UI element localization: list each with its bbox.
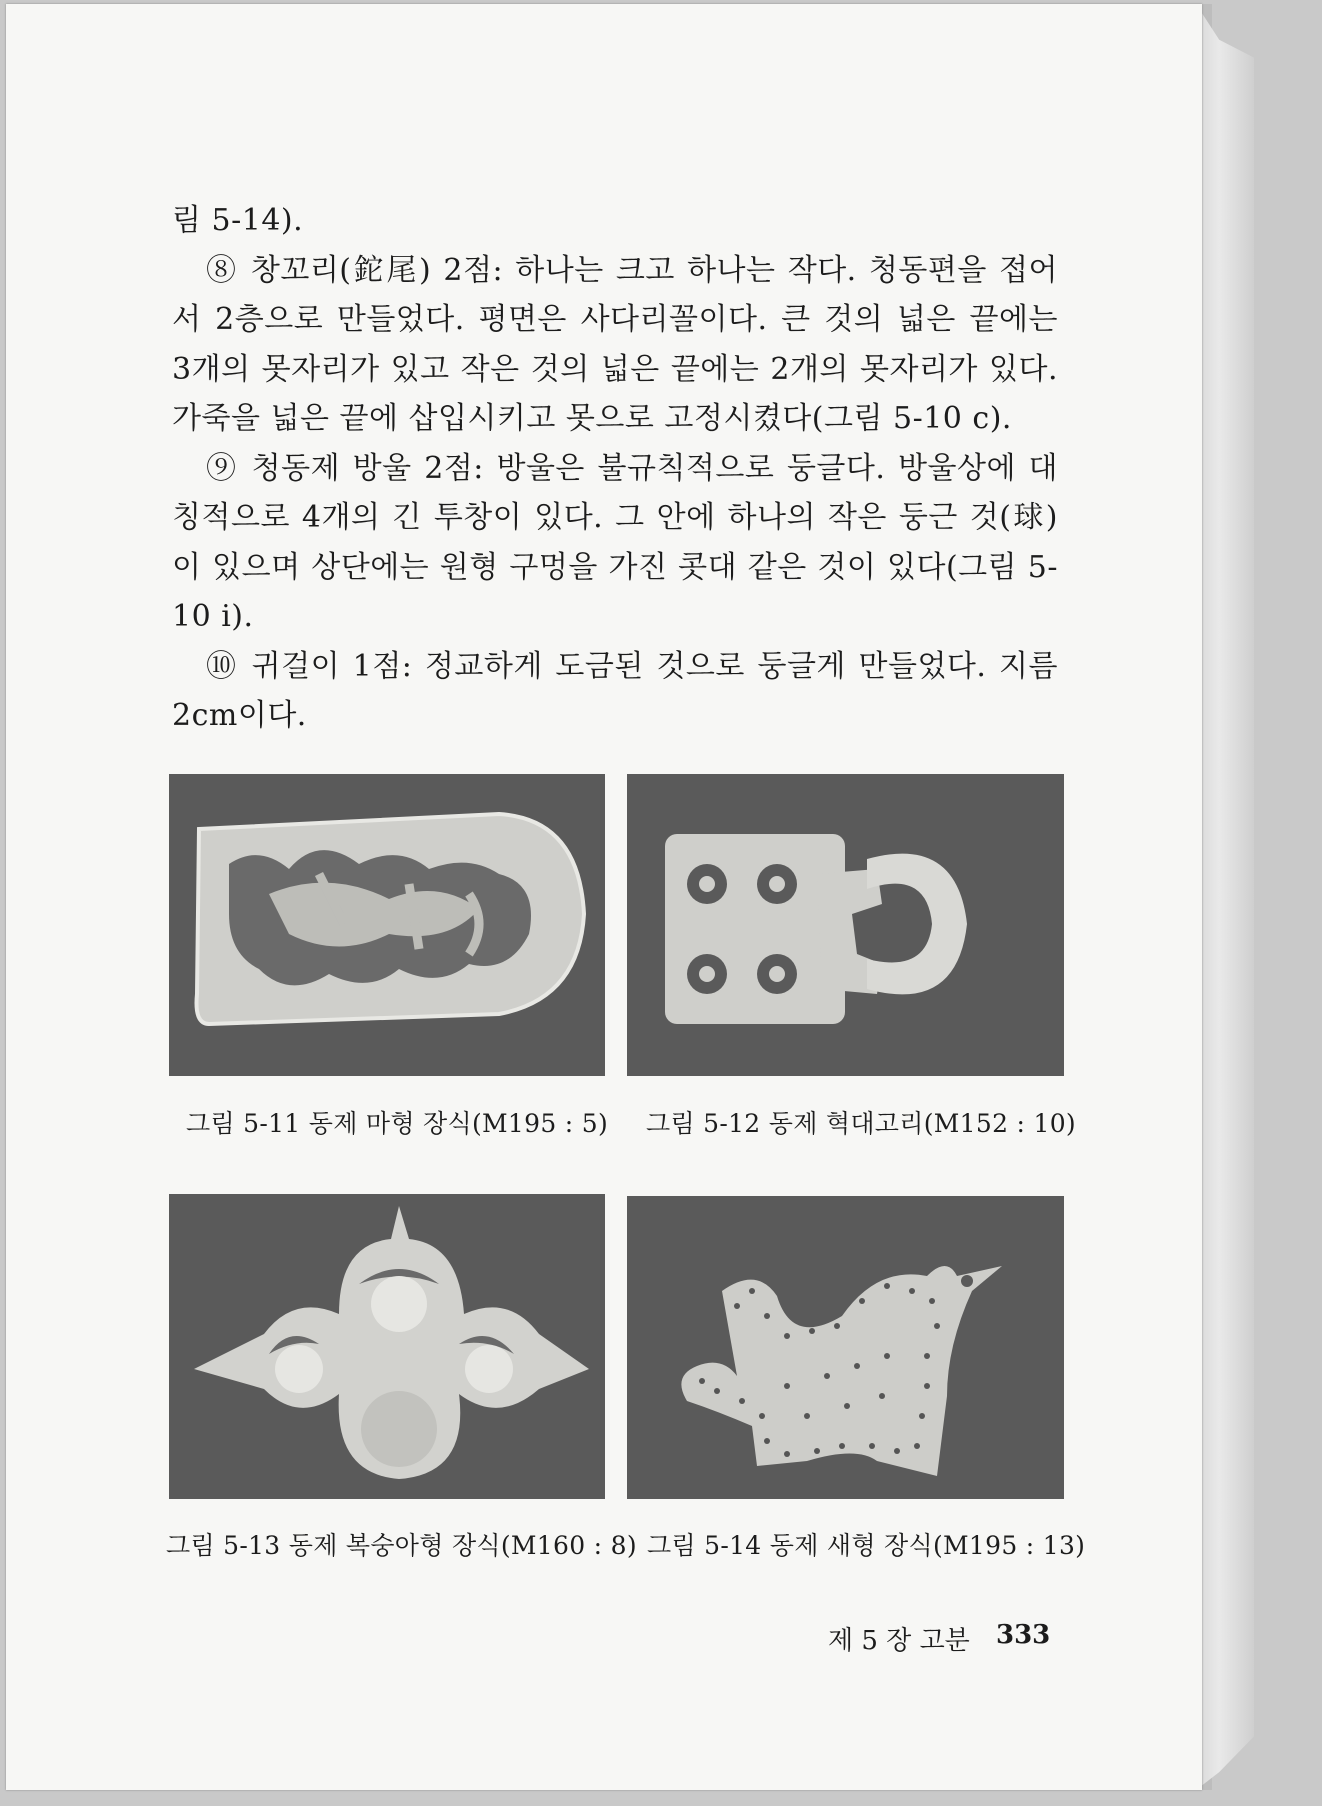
figure-5-13-caption: 그림 5-13 동제 복숭아형 장식(M160 : 8) xyxy=(166,1531,637,1560)
paragraph-item-8: ⑧ 창꼬리(鉈尾) 2점: 하나는 크고 하나는 작다. 청동편을 접어서 2층으로 만들었다. 평면은 사다리꼴이다. 큰 것의 넓은 끝에는 3개의 못자리가 있고 작은 것의 넓은 끝에는 2개의 못자리가 있다. 가죽을 넓은 끝에 삽입시키고 못으로 고정시켰다(그림 5-10 c). xyxy=(172,252,1058,436)
figure-5-13-photo xyxy=(169,1194,605,1499)
page-edge xyxy=(1196,4,1254,1790)
figure-5-14-caption: 그림 5-14 동제 새형 장식(M195 : 13) xyxy=(647,1531,1086,1560)
figure-5-11-photo xyxy=(169,774,605,1076)
page-number: 333 xyxy=(996,1620,1051,1650)
running-footer-chapter: 제 5 장 고분 xyxy=(828,1626,970,1656)
peach-ornament-illustration xyxy=(169,1194,605,1499)
belt-hook-illustration xyxy=(627,774,1064,1076)
horse-plaque-illustration xyxy=(169,774,605,1076)
figure-5-14-photo xyxy=(627,1196,1064,1499)
book-page xyxy=(6,4,1202,1790)
paragraph-item-10: ⑩ 귀걸이 1점: 정교하게 도금된 것으로 둥글게 만들었다. 지름 2cm이다. xyxy=(172,648,1058,733)
paragraph-item-9: ⑨ 청동제 방울 2점: 방울은 불규칙적으로 둥글다. 방울상에 대칭적으로 4개의 긴 투창이 있다. 그 안에 하나의 작은 둥근 것(球)이 있으며 상단에는 원형 구멍을 가진 콧대 같은 것이 있다(그림 5-10 i). xyxy=(172,450,1058,634)
text-line-1: 림 5-14). xyxy=(172,203,304,238)
body-text xyxy=(172,196,1058,741)
bird-ornament-illustration xyxy=(627,1196,1064,1499)
figure-5-12-caption: 그림 5-12 동제 혁대고리(M152 : 10) xyxy=(646,1109,1076,1138)
figure-5-12-photo xyxy=(627,774,1064,1076)
figure-5-11-caption: 그림 5-11 동제 마형 장식(M195 : 5) xyxy=(186,1109,608,1138)
